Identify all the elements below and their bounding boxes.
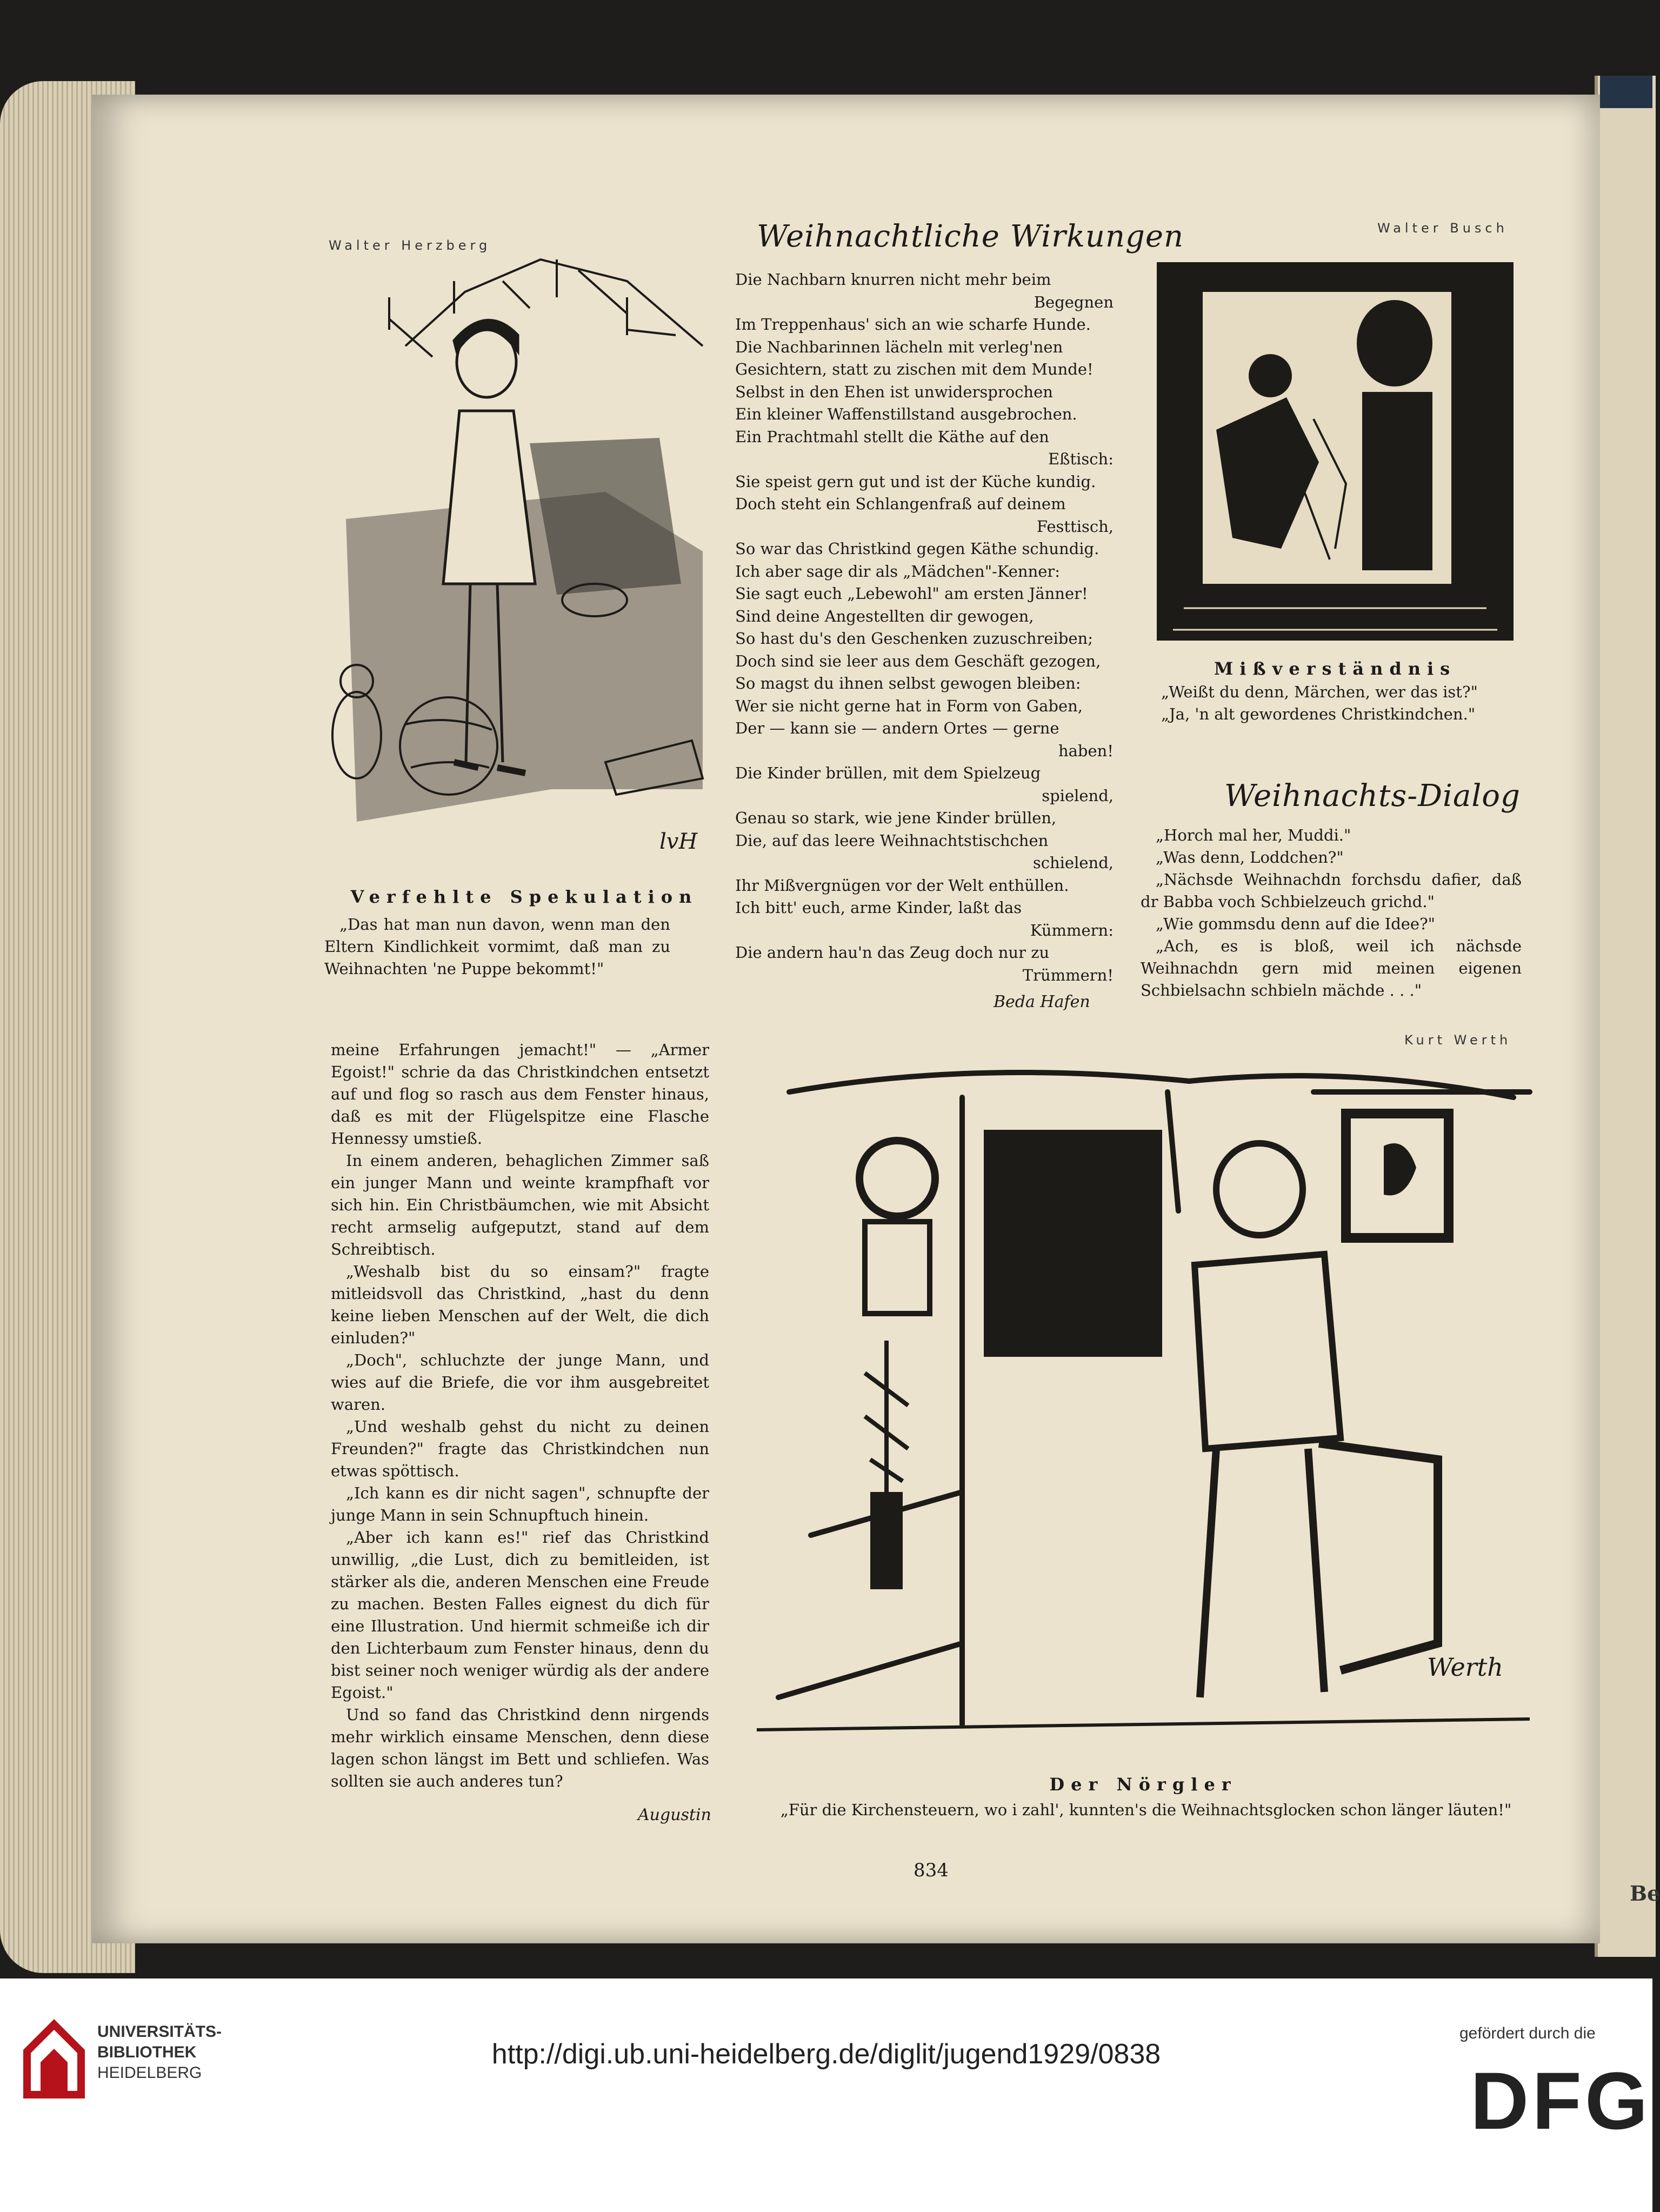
signature-lvh: lvH — [659, 829, 698, 854]
poem-line: Die, auf das leere Weihnachtstischchen — [735, 831, 1049, 850]
cartoon-left-title: Verfehlte Spekulation — [350, 887, 698, 907]
poem-author: Beda Hafen — [994, 992, 1090, 1011]
poem-line: So hast du's den Geschenken zuzuschreiben; — [735, 629, 1093, 648]
story-paragraph-8: Und so fand das Christkind denn nirgends mehr wirklich einsame Menschen, denn diese lagen schon längst im Bett und schliefen. Was sollten sie auch anderes tun? — [331, 1705, 709, 1790]
poem-line: Kümmern: — [1030, 921, 1114, 940]
poem-line: Sie speist gern gut und ist der Küche kundig. — [735, 472, 1096, 491]
poem-line: Im Treppenhaus' sich an wie scharfe Hunde. — [735, 315, 1091, 334]
story-paragraph-1: meine Erfahrungen jemacht!" — „Armer Egoist!" schrie da das Christkindchen entsetzt auf und flog so rasch aus dem Fenster hinaus, daß es mit der Flügelspitze eine Flasche Hennessy umstieß. — [331, 1041, 709, 1148]
girl-drawing — [324, 249, 714, 865]
illustration-girl-christmas — [324, 249, 714, 865]
poem-line: Wer sie nicht gerne hat in Form von Gaben, — [735, 696, 1083, 715]
story-paragraph-7: „Aber ich kann es!" rief das Christkind unwillig, „die Lust, dich zu bemitleiden, ist stärker als die, anderen Menschen eine Freude zu machen. Besten Falles eignest du dich für eine Illustration. Und hiermit schmeiße ich dir den Lichterbaum zum Fenster hinaus, denn du bist seiner noch weniger würdig als der andere Egoist." — [331, 1528, 709, 1702]
footer-bar — [0, 1978, 1652, 2212]
poem-line: haben! — [1058, 741, 1114, 760]
dialog-line-5: „Ach, es is bloß, weil ich nächsde Weihnachdn gern mid meinen eigenen Schbielsachn schbieln mächde . . ." — [1141, 937, 1522, 1000]
poem-body — [735, 269, 1114, 987]
dialog-line-4: „Wie gommsdu denn auf die Idee?" — [1156, 915, 1435, 933]
credit-busch: Walter Busch — [1377, 221, 1508, 236]
cartoon-left-caption-text: „Das hat man nun davon, wenn man den Eltern Kindlichkeit vormimt, daß man zu Weihnachten 'ne Puppe bekommt!" — [324, 915, 670, 978]
poem-line: Genau so stark, wie jene Kinder brüllen, — [735, 809, 1057, 827]
cartoon-left-caption — [324, 914, 670, 980]
poem-line: So war das Christkind gegen Käthe schundig. — [735, 539, 1099, 558]
next-page-edge — [1595, 76, 1656, 1957]
permalink-url[interactable]: http://digi.ub.uni-heidelberg.de/diglit/jugend1929/0838 — [491, 2038, 1161, 2070]
poem-title: Weihnachtliche Wirkungen — [757, 219, 1184, 254]
poem-line: Die Kinder brüllen, mit dem Spielzeug — [735, 764, 1041, 782]
dialog-body — [1141, 824, 1522, 1002]
illustration-missverstaendnis — [1151, 257, 1519, 646]
poem-line: Trümmern! — [1022, 965, 1114, 984]
story-paragraph-4: „Doch", schluchzte der junge Mann, und wies auf die Briefe, die vor ihm ausgebreitet waren. — [331, 1351, 709, 1414]
poem-line: Sie sagt euch „Lebewohl" am ersten Jänner! — [735, 584, 1088, 603]
story-paragraph-5: „Und weshalb gehst du nicht zu deinen Freunden?" fragte das Christkindchen nun etwas spöttisch. — [331, 1417, 709, 1480]
poem-line: So magst du ihnen selbst gewogen bleiben: — [735, 674, 1081, 692]
cartoon-right-title: Mißverständnis — [1214, 658, 1457, 679]
poem-line: Die Nachbarinnen lächeln mit verleg'nen — [735, 337, 1063, 356]
werth-drawing — [757, 1049, 1530, 1751]
library-line-3: HEIDELBERG — [97, 2064, 202, 2082]
poem-line: Ich bitt' euch, arme Kinder, laßt das — [735, 898, 1022, 917]
cartoon-bottom-title: Der Nörgler — [1049, 1774, 1237, 1795]
story-paragraph-3: „Weshalb bist du so einsam?" fragte mitleidsvoll das Christkind, „hast du denn keine lieben Menschen auf der Welt, die dich einluden?" — [331, 1262, 709, 1347]
story-paragraph-2: In einem anderen, behaglichen Zimmer saß ein junger Mann und weinte krampfhaft vor sich hin. Ein Christbäumchen, wie mit Absicht recht armselig aufgeputzt, stand auf dem Schreibtisch. — [331, 1151, 709, 1258]
poem-line: schielend, — [1032, 854, 1114, 872]
poem-line: Festtisch, — [1036, 517, 1114, 536]
poem-line: Ich aber sage dir als „Mädchen"-Kenner: — [735, 562, 1061, 581]
credit-werth: Kurt Werth — [1404, 1032, 1512, 1048]
cartoon-bottom-caption: „Für die Kirchensteuern, wo i zahl', kunnten's die Weihnachtsglocken schon länger läuten!" — [780, 1801, 1512, 1819]
poem-line: Die andern hau'n das Zeug doch nur zu — [735, 943, 1050, 962]
poem-line: spielend, — [1042, 786, 1114, 805]
story-author: Augustin — [638, 1805, 711, 1824]
signature-werth: Werth — [1427, 1653, 1503, 1682]
dialog-title: Weihnachts-Dialog — [1224, 778, 1521, 814]
story-paragraph-6: „Ich kann es dir nicht sagen", schnupfte der junge Mann in sein Schnupftuch hinein. — [331, 1484, 709, 1524]
dialog-line-3: „Nächsde Weihnachdn forchsdu dafier, daß dr Babba voch Schbielzeuch grichd." — [1141, 870, 1522, 911]
cartoon-right-caption — [1161, 681, 1529, 725]
poem-line: Sind deine Angestellten dir gewogen, — [735, 607, 1034, 625]
poem-line: Ihr Mißvergnügen vor der Welt enthüllen. — [735, 876, 1069, 895]
poem-line: Doch steht ein Schlangenfraß auf deinem — [735, 495, 1066, 513]
library-line-2: BIBLIOTHEK — [97, 2043, 197, 2061]
poem-line: Gesichtern, statt zu zischen mit dem Munde! — [735, 360, 1094, 378]
next-page-fragment: Be — [1630, 1881, 1660, 1905]
funding-label: gefördert durch die — [1459, 2024, 1596, 2042]
library-line-1: UNIVERSITÄTS- — [97, 2023, 222, 2041]
dfg-logo: DFG — [1470, 2055, 1651, 2146]
page-number: 834 — [914, 1860, 949, 1881]
book-cover-corner — [1600, 76, 1652, 108]
poem-line: Der — kann sie — andern Ortes — gerne — [735, 719, 1059, 737]
poem-line: Doch sind sie leer aus dem Geschäft gezogen, — [735, 651, 1101, 670]
dialog-line-2: „Was denn, Loddchen?" — [1156, 848, 1344, 867]
cartoon-right-caption-line-1: „Weißt du denn, Märchen, wer das ist?" — [1161, 683, 1478, 701]
poem-line: Begegnen — [1034, 292, 1114, 311]
poem-line: Eßtisch: — [1048, 450, 1114, 468]
illustration-noergler — [757, 1049, 1530, 1751]
poem-line: Selbst in den Ehen ist unwidersprochen — [735, 382, 1053, 401]
dialog-line-1: „Horch mal her, Muddi." — [1156, 826, 1351, 844]
cartoon-right-caption-line-2: „Ja, 'n alt gewordenes Christkindchen." — [1161, 705, 1476, 723]
credit-herzberg: Walter Herzberg — [329, 238, 491, 253]
poem-line: Ein Prachtmahl stellt die Käthe auf den — [735, 427, 1049, 446]
poem-line: Die Nachbarn knurren nicht mehr beim — [735, 270, 1051, 289]
poem-line: Ein kleiner Waffenstillstand ausgebrochen. — [735, 405, 1077, 423]
busch-drawing — [1151, 257, 1519, 646]
story-column — [331, 1039, 709, 1793]
